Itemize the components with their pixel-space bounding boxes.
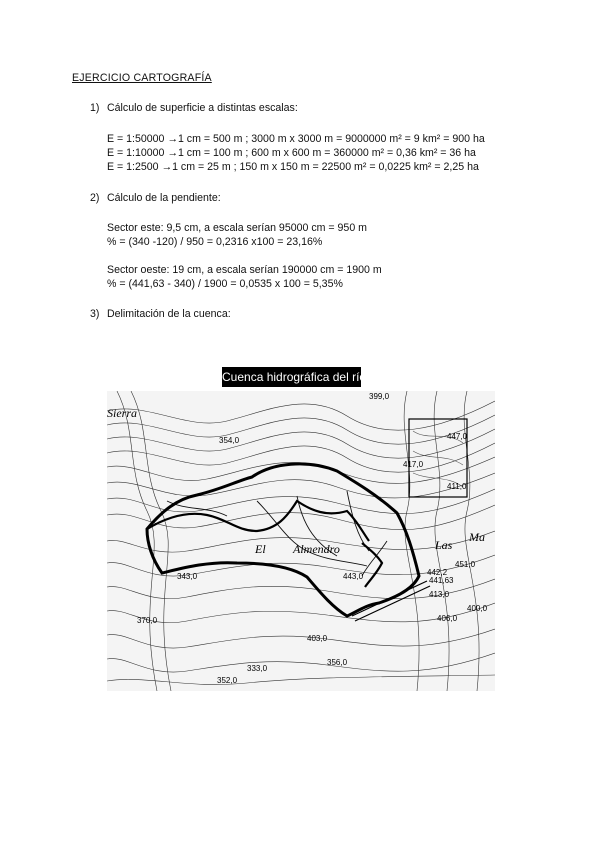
elevation-label: 442,2 (427, 568, 448, 577)
elevation-label: 411,0 (447, 482, 467, 491)
scale-line-3: E = 1:2500 →1 cm = 25 m ; 150 m x 150 m = 22500 m² = 0,0225 km² = 2,25 ha (107, 161, 479, 173)
elevation-label: 370,0 (137, 616, 158, 625)
watershed-map (107, 391, 495, 691)
corner-label: Sierra (107, 406, 137, 420)
place-label-ma: Ma (469, 530, 485, 544)
page-title: EJERCICIO CARTOGRAFÍA (72, 72, 212, 84)
section-3-number: 3) (90, 308, 100, 320)
elevation-label: 343,0 (177, 572, 198, 581)
elevation-label: 441,63 (429, 576, 454, 585)
section-2-number: 2) (90, 192, 100, 204)
section-2-heading: Cálculo de la pendiente: (107, 192, 221, 204)
elevation-label: 356,0 (327, 658, 348, 667)
elevation-label: 417,0 (403, 460, 424, 469)
elevation-label: 333,0 (247, 664, 268, 673)
scale-line-2: E = 1:10000 →1 cm = 100 m ; 600 m x 600 m = 360000 m² = 0,36 km² = 36 ha (107, 147, 476, 159)
east-sector-text: Sector este: 9,5 cm, a escala serían 95000 cm = 950 m (107, 222, 367, 234)
elevation-label: 399,0 (369, 392, 390, 401)
place-label-el: El (255, 542, 266, 556)
elevation-label: 352,0 (217, 676, 238, 685)
section-1-heading: Cálculo de superficie a distintas escalas: (107, 102, 298, 114)
elevation-label: 400,0 (467, 604, 488, 613)
elevation-label: 413,0 (429, 590, 450, 599)
scale-line-1: E = 1:50000 →1 cm = 500 m ; 3000 m x 3000 m = 9000000 m² = 9 km² = 900 ha (107, 133, 485, 145)
place-label-las: Las (435, 538, 453, 552)
section-3-heading: Delimitación de la cuenca: (107, 308, 231, 320)
topographic-map-svg (107, 391, 495, 691)
section-1-number: 1) (90, 102, 100, 114)
elevation-label: 451,0 (455, 560, 476, 569)
elevation-label: 354,0 (219, 436, 240, 445)
west-sector-text: Sector oeste: 19 cm, a escala serían 190000 cm = 1900 m (107, 264, 382, 276)
elevation-label: 447,0 (447, 432, 468, 441)
elevation-label: 443,0 (343, 572, 364, 581)
map-title: Cuenca hidrográfica del río (222, 367, 361, 387)
east-formula: % = (340 -120) / 950 = 0,2316 x100 = 23,16% (107, 236, 323, 248)
place-label-almendro: Almendro (293, 542, 340, 556)
elevation-label: 406,0 (437, 614, 458, 623)
elevation-label: 403,0 (307, 634, 328, 643)
west-formula: % = (441,63 - 340) / 1900 = 0,0535 x 100 = 5,35% (107, 278, 343, 290)
